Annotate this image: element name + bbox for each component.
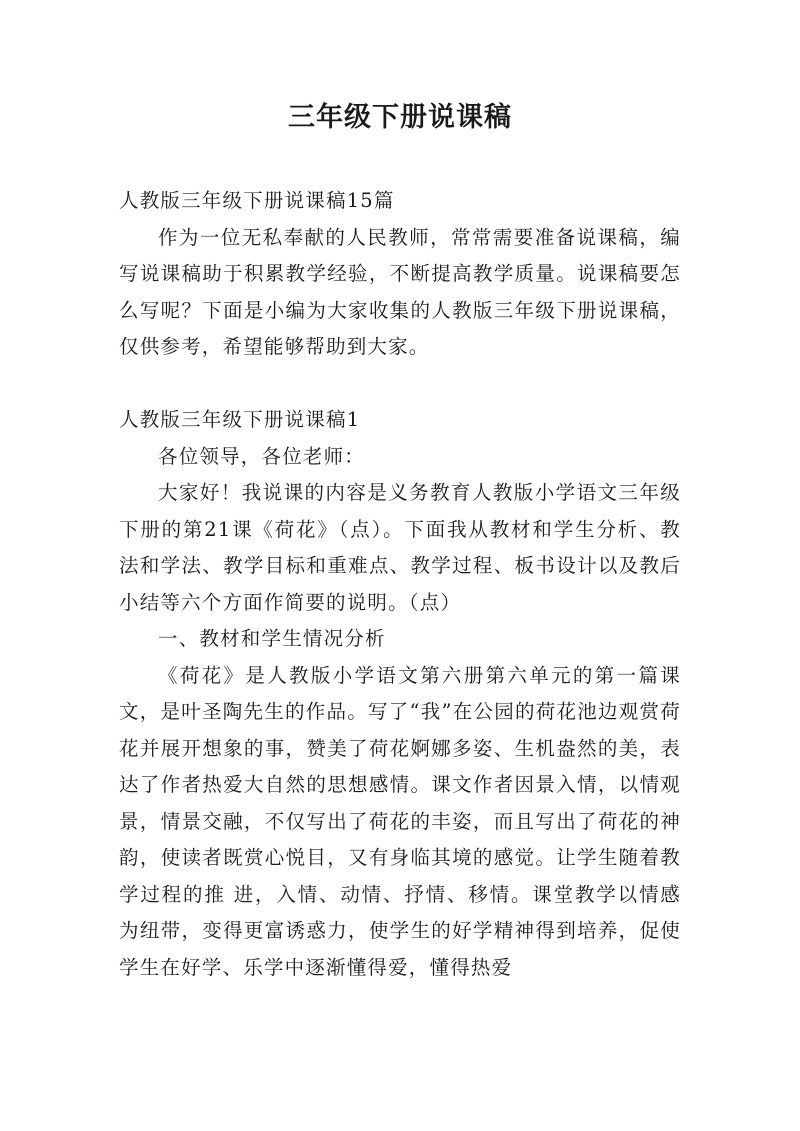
section-heading: 一、教材和学生情况分析 xyxy=(158,627,386,650)
analysis-paragraph: 《荷花》是人教版小学语文第六册第六单元的第一篇课文，是叶圣陶先生的作品。写了“我”在公园的荷花池边观赏荷花并展开想象的事，赞美了荷花婀娜多姿、生机盎然的美，表达了作者热爱大自然的思想感情。课文作者因景入情，以情观景，情景交融，不仅写出了荷花的丰姿，而且写出了荷花的神韵，使读者既赏心悦目，又有身临其境的感觉。让学生随着教学过程的推 进，入情、动情、抒情、移情。课堂教学以情感为纽带，变得更富诱惑力，使学生的好学精神得到培养，促使学生在好学、乐学中逐渐懂得爱，懂得热爱 xyxy=(119,663,681,979)
intro-paragraph: 作为一位无私奉献的人民教师，常常需要准备说课稿，编写说课稿助于积累教学经验，不断提高教学质量。说课稿要怎么写呢？下面是小编为大家收集的人教版三年级下册说课稿，仅供参考，希望能够帮助到大家。 xyxy=(119,225,681,358)
article-heading: 人教版三年级下册说课稿1 xyxy=(119,408,361,431)
opening-paragraph: 大家好！我说课的内容是义务教育人教版小学语文三年级下册的第21课《荷花》（点）。下面我从教材和学生分析、教法和学法、教学目标和重难点、教学过程、板书设计以及教后小结等六个方面作简要的说明。（点） xyxy=(119,481,681,614)
greeting-paragraph: 各位领导，各位老师： xyxy=(158,444,366,468)
collection-heading: 人教版三年级下册说课稿15篇 xyxy=(119,189,395,212)
document-body xyxy=(119,183,681,986)
document-title: 三年级下册说课稿 xyxy=(288,102,512,133)
paragraph-spacer xyxy=(119,366,681,403)
